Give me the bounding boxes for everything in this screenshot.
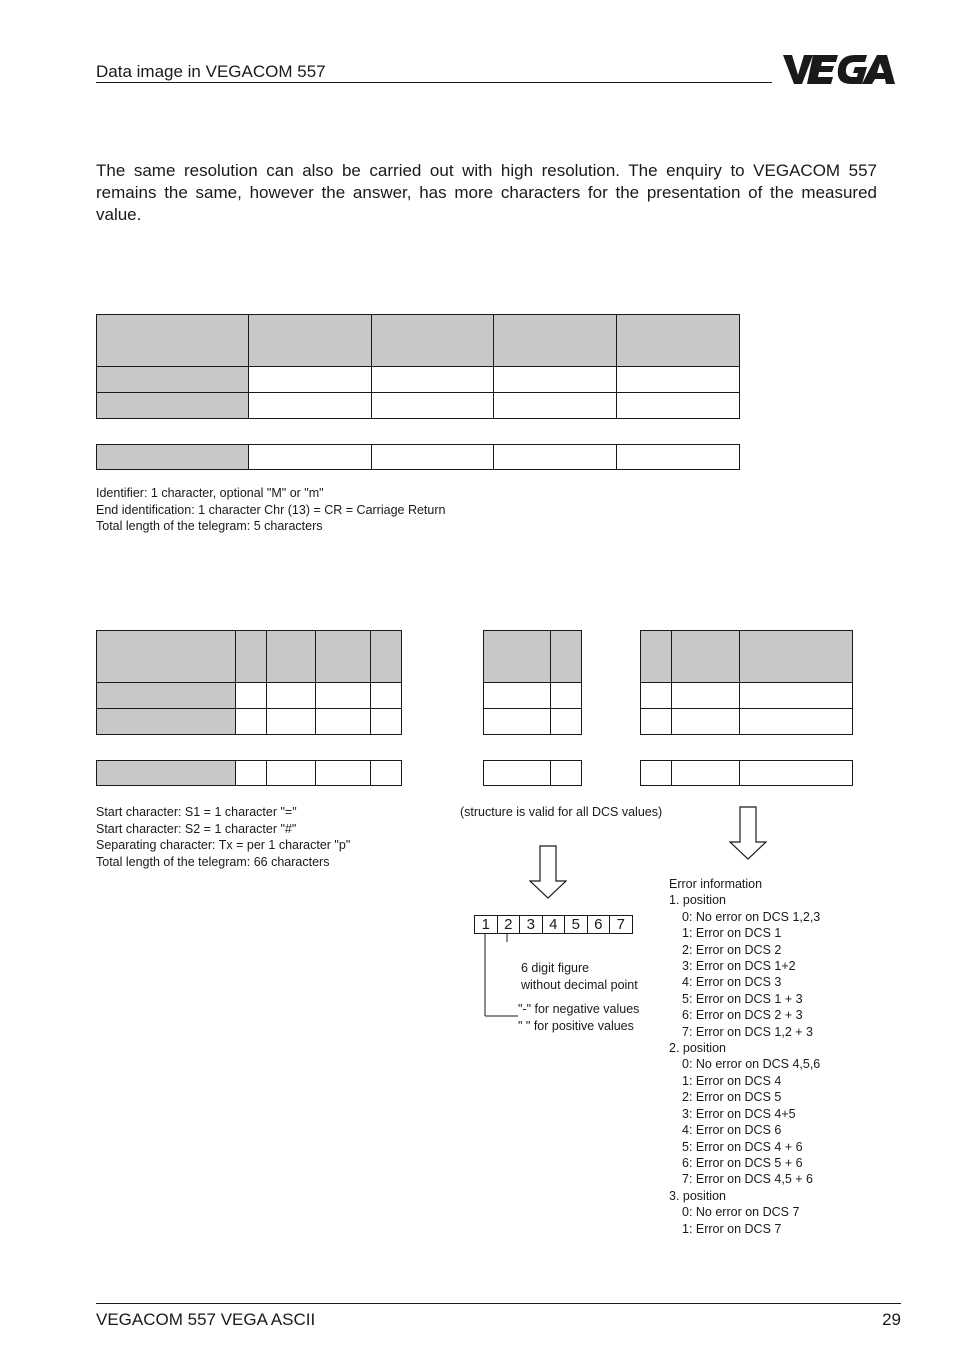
answer-header-cell xyxy=(641,631,672,683)
note-line: "-" for negative values xyxy=(518,1002,640,1016)
enquiry-header-cell xyxy=(494,315,617,367)
footer-title: VEGACOM 557 VEGA ASCII xyxy=(96,1310,316,1329)
error-item: 3: Error on DCS 1+2 xyxy=(682,959,796,974)
answer-cell xyxy=(739,683,852,709)
enquiry-cell xyxy=(248,367,371,393)
vega-logo xyxy=(783,52,901,86)
answer-header-cell xyxy=(551,631,582,683)
enquiry-summary-table xyxy=(96,444,740,470)
note-line: 6 digit figure xyxy=(521,961,590,975)
enquiry-summary-cell xyxy=(617,445,740,470)
answer-summary-left xyxy=(96,760,402,786)
answer-header-cell xyxy=(484,631,551,683)
answer-summary-cell xyxy=(641,761,672,786)
intro-paragraph: The same resolution can also be carried out with high resolution. The enquiry to VEGACOM 557 remains the same, however the answer, has more characters for the presentation of the measured value. xyxy=(96,161,877,224)
answer-cell xyxy=(371,709,402,735)
error-item: 4: Error on DCS 6 xyxy=(682,1123,782,1138)
enquiry-cell xyxy=(494,393,617,419)
digit-box: 4 xyxy=(543,916,566,933)
error-item: 4: Error on DCS 3 xyxy=(682,975,782,990)
error-item: 2: Error on DCS 2 xyxy=(682,942,782,957)
enquiry-summary-cell xyxy=(248,445,371,470)
enquiry-notes xyxy=(96,485,445,535)
footer-rule xyxy=(96,1303,901,1304)
answer-header-cell xyxy=(315,631,371,683)
answer-cell xyxy=(739,709,852,735)
error-item: 5: Error on DCS 1 + 3 xyxy=(682,991,803,1006)
digit-box: 1 xyxy=(475,916,498,933)
enquiry-row-label xyxy=(97,393,249,419)
page-number: 29 xyxy=(882,1310,901,1329)
note-line: Start character: S1 = 1 character "=" xyxy=(96,805,297,819)
error-item: 0: No error on DCS 1,2,3 xyxy=(682,909,821,924)
digit-box: 7 xyxy=(616,916,625,933)
answer-summary-cell xyxy=(236,761,267,786)
enquiry-summary-cell xyxy=(371,445,494,470)
enquiry-cell xyxy=(371,367,494,393)
error-position-label: 3. position xyxy=(669,1188,726,1203)
header-title: Data image in VEGACOM 557 xyxy=(96,62,326,81)
digit-leader-lines xyxy=(480,932,520,1022)
enquiry-cell xyxy=(494,367,617,393)
answer-header-cell xyxy=(371,631,402,683)
answer-header-cell xyxy=(97,631,236,683)
enquiry-cell xyxy=(617,367,740,393)
answer-summary-cell xyxy=(551,761,582,786)
answer-cell xyxy=(641,683,672,709)
answer-cell xyxy=(371,683,402,709)
header-rule xyxy=(96,82,772,83)
answer-header-cell xyxy=(236,631,267,683)
down-arrow-icon xyxy=(529,845,567,899)
digit-box: 6 xyxy=(588,916,611,933)
answer-row-label xyxy=(97,683,236,709)
note-line: " " for positive values xyxy=(518,1018,634,1033)
note-line: Start character: S2 = 1 character "#" xyxy=(96,821,297,836)
error-information xyxy=(669,876,820,1237)
answer-header-cell xyxy=(739,631,852,683)
answer-summary-cell xyxy=(371,761,402,786)
enquiry-header-cell xyxy=(248,315,371,367)
answer-cell xyxy=(551,709,582,735)
answer-summary-cell xyxy=(739,761,852,786)
answer-header-cell xyxy=(671,631,739,683)
answer-cell xyxy=(641,709,672,735)
enquiry-summary-label xyxy=(97,445,249,470)
figure-note xyxy=(521,960,638,993)
enquiry-header-cell xyxy=(617,315,740,367)
error-item: 6: Error on DCS 2 + 3 xyxy=(682,1008,803,1023)
answer-table-middle xyxy=(483,630,582,735)
answer-notes xyxy=(96,804,350,870)
answer-summary-label xyxy=(97,761,236,786)
digit-box: 3 xyxy=(520,916,543,933)
answer-summary-cell xyxy=(484,761,551,786)
answer-row-label xyxy=(97,709,236,735)
error-item: 0: No error on DCS 4,5,6 xyxy=(682,1057,821,1072)
answer-summary-right xyxy=(640,760,853,786)
enquiry-row-label xyxy=(97,367,249,393)
answer-summary-cell xyxy=(315,761,371,786)
answer-cell xyxy=(484,709,551,735)
answer-cell xyxy=(671,683,739,709)
note-line: End identification: 1 character Chr (13) = CR = Carriage Return xyxy=(96,502,446,517)
answer-cell xyxy=(266,709,315,735)
enquiry-cell xyxy=(371,393,494,419)
enquiry-header-cell xyxy=(97,315,249,367)
error-item: 5: Error on DCS 4 + 6 xyxy=(682,1139,803,1154)
digit-box: 2 xyxy=(498,916,521,933)
enquiry-summary-cell xyxy=(494,445,617,470)
answer-cell xyxy=(551,683,582,709)
enquiry-header-cell xyxy=(371,315,494,367)
down-arrow-icon xyxy=(729,806,767,860)
answer-table-right xyxy=(640,630,853,735)
error-title: Error information xyxy=(669,877,763,891)
sign-note xyxy=(518,1001,639,1034)
digit-box: 5 xyxy=(565,916,588,933)
answer-cell xyxy=(484,683,551,709)
answer-cell xyxy=(671,709,739,735)
error-item: 1: Error on DCS 7 xyxy=(682,1221,782,1236)
answer-cell xyxy=(236,683,267,709)
note-line: Total length of the telegram: 5 characters xyxy=(96,519,323,533)
error-item: 0: No error on DCS 7 xyxy=(682,1205,800,1220)
note-line: Separating character: Tx = per 1 character "p" xyxy=(96,838,351,852)
error-item: 1: Error on DCS 1 xyxy=(682,926,782,941)
answer-summary-middle xyxy=(483,760,582,786)
answer-summary-cell xyxy=(671,761,739,786)
answer-table-left xyxy=(96,630,402,735)
answer-cell xyxy=(315,709,371,735)
enquiry-table xyxy=(96,314,740,419)
answer-header-cell xyxy=(266,631,315,683)
answer-summary-cell xyxy=(266,761,315,786)
error-item: 6: Error on DCS 5 + 6 xyxy=(682,1155,803,1170)
note-line: without decimal point xyxy=(521,977,638,992)
answer-cell xyxy=(236,709,267,735)
error-position-label: 1. position xyxy=(669,893,726,908)
enquiry-cell xyxy=(617,393,740,419)
answer-cell xyxy=(315,683,371,709)
answer-cell xyxy=(266,683,315,709)
note-line: Identifier: 1 character, optional "M" or "m" xyxy=(96,486,324,500)
enquiry-cell xyxy=(248,393,371,419)
note-line: Total length of the telegram: 66 characters xyxy=(96,854,330,869)
error-item: 7: Error on DCS 1,2 + 3 xyxy=(682,1024,813,1039)
error-item: 3: Error on DCS 4+5 xyxy=(682,1106,796,1121)
error-item: 7: Error on DCS 4,5 + 6 xyxy=(682,1172,813,1187)
error-position-label: 2. position xyxy=(669,1041,726,1056)
structure-note: (structure is valid for all DCS values) xyxy=(460,805,663,819)
error-item: 1: Error on DCS 4 xyxy=(682,1073,782,1088)
error-item: 2: Error on DCS 5 xyxy=(682,1090,782,1105)
